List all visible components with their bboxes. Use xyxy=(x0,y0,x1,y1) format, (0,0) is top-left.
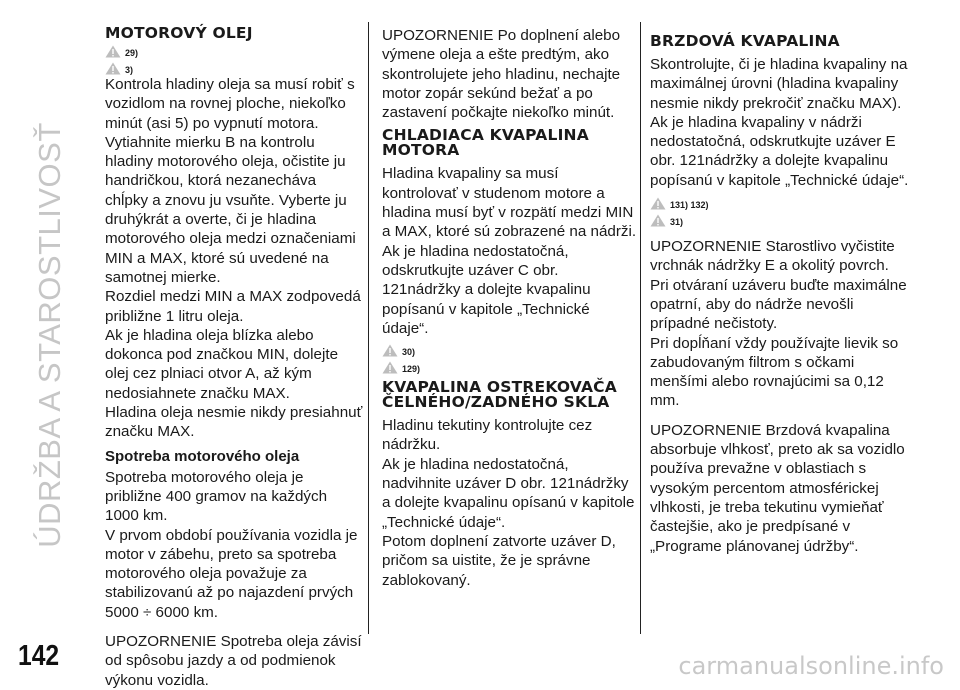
warning-number: 30) xyxy=(402,347,416,358)
caution-ref xyxy=(382,357,638,374)
paragraph: Ak je hladina nedostatočná, odskrutkujte uzáver C obr. 121nádržky a dolejte kvapalinu popísanú v kapitole „Technické údaje“. xyxy=(382,242,591,337)
paragraph: Pri otváraní uzáveru buďte maximálne opatrní, aby do nádrže nevošli prípadné nečistoty. xyxy=(650,276,907,333)
paragraph: Rozdiel medzi MIN a MAX zodpovedá približne 1 litru oleja. xyxy=(105,288,361,325)
warning-ref xyxy=(650,193,910,210)
section-heading-coolant: CHLADIACA KVAPALINA MOTORA xyxy=(382,126,589,160)
caution-number: 3) xyxy=(125,65,134,75)
warning-number: 131) 132) xyxy=(670,200,709,211)
paragraph: Vytiahnite mierku B na kontrolu hladiny motorového oleja, očistite ju handričkou, ktorá nezanecháva chĺpky a znovu ju vsuňte. Vyberte ju druhýkrát a overte, či je hladina motorového oleja medzi označeniami MIN a MAX, ktoré sú uvedené na samotnej mierke. xyxy=(105,133,356,286)
caution-triangle-icon xyxy=(382,361,398,374)
page-number: 142 xyxy=(18,640,60,672)
note-paragraph: UPOZORNENIE Spotreba oleja závisí od spôsobu jazdy a od podmienok výkonu vozidla. xyxy=(105,633,362,689)
paragraph: Potom doplnení zatvorte uzáver D, pričom sa uistite, že je správne zablokovaný. xyxy=(382,532,616,589)
column-divider xyxy=(368,22,369,634)
paragraph: Skontrolujte, či je hladina kvapaliny na maximálnej úrovni (hladina kvapaliny nesmie nikdy prekročiť značku MAX). xyxy=(650,56,908,112)
caution-number: 31) xyxy=(670,217,684,228)
paragraph: Hladinu tekutiny kontrolujte cez nádržku. xyxy=(382,417,593,454)
note-paragraph: UPOZORNENIE Starostlivo vyčistite vrchnák nádržky E a okolitý povrch. xyxy=(650,238,895,275)
warning-triangle-icon xyxy=(105,45,121,58)
section-heading-washer-fluid: KVAPALINA OSTREKOVAČA ČELNÉHO/ZADNÉHO SKLA xyxy=(382,378,617,412)
paragraph: Spotreba motorového oleja je približne 400 gramov na každých 1000 km. xyxy=(105,468,328,525)
note-paragraph: UPOZORNENIE Po doplnení alebo výmene oleja a ešte predtým, ako skontrolujete jeho hladinu, nechajte motor zopár sekúnd bežať a po zastavení počkajte niekoľko minút. xyxy=(382,27,621,122)
warning-triangle-icon xyxy=(382,344,398,357)
caution-ref xyxy=(105,58,363,75)
watermark-text: carmanualsonline.info xyxy=(678,652,944,680)
warning-ref xyxy=(105,41,363,58)
caution-triangle-icon xyxy=(105,62,121,75)
column-coolant xyxy=(382,26,638,590)
section-heading-engine-oil: MOTOROVÝ OLEJ xyxy=(105,24,253,42)
caution-number: 129) xyxy=(402,364,421,375)
paragraph: Ak je hladina oleja blízka alebo dokonca pod značkou MIN, dolejte olej cez plniaci otvor A, až kým nedosiahnete značku MAX. xyxy=(105,326,339,402)
warning-triangle-icon xyxy=(650,197,666,210)
section-heading-brake-fluid: BRZDOVÁ KVAPALINA xyxy=(650,32,840,50)
paragraph: Kontrola hladiny oleja sa musí robiť s vozidlom na rovnej ploche, niekoľko minút (asi 5) po vypnutí motora. xyxy=(105,76,355,132)
caution-triangle-icon xyxy=(650,214,666,227)
subheading-oil-consumption: Spotreba motorového oleja xyxy=(105,447,300,465)
warning-ref xyxy=(382,340,638,357)
warning-number: 29) xyxy=(125,48,139,58)
column-divider xyxy=(640,22,641,634)
paragraph: V prvom období používania vozidla je motor v zábehu, preto sa spotreba motorového oleja považuje za stabilizovanú až po najazdení prvých 5000 ÷ 6000 km. xyxy=(105,526,358,621)
paragraph: Ak je hladina kvapaliny v nádrži nedostatočná, odskrutkujte uzáver E obr. 121nádržky a dolejte kvapalinu popísanú v kapitole „Technické údaje“. xyxy=(650,113,909,189)
column-brake-fluid xyxy=(650,26,910,556)
section-side-title: ÚDRŽBA A STAROSTLIVOSŤ xyxy=(32,122,67,548)
paragraph: Pri dopĺňaní vždy používajte lievik so zabudovaným filtrom s očkami menšími alebo rovnajúcimi sa 0,12 mm. xyxy=(650,334,899,410)
paragraph: Hladina kvapaliny sa musí kontrolovať v studenom motore a hladina musí byť v rozpätí medzi MIN a MAX, ktoré sú zobrazené na nádrži. xyxy=(382,165,637,241)
paragraph: Hladina oleja nesmie nikdy presiahnuť značku MAX. xyxy=(105,404,363,441)
paragraph: Ak je hladina nedostatočná, nadvihnite uzáver D obr. 121nádržky a dolejte kvapalinu opísanú v kapitole „Technické údaje“. xyxy=(382,455,635,531)
column-engine-oil xyxy=(105,26,363,690)
caution-ref xyxy=(650,210,910,227)
note-paragraph: UPOZORNENIE Brzdová kvapalina absorbuje vlhkosť, preto ak sa vozidlo používa prevažne v oblastiach s vysokým percentom atmosférickej vlhkosti, je treba tekutinu vymieňať častejšie, ako je predpísané v „Programe plánovanej údržby“. xyxy=(650,421,905,555)
